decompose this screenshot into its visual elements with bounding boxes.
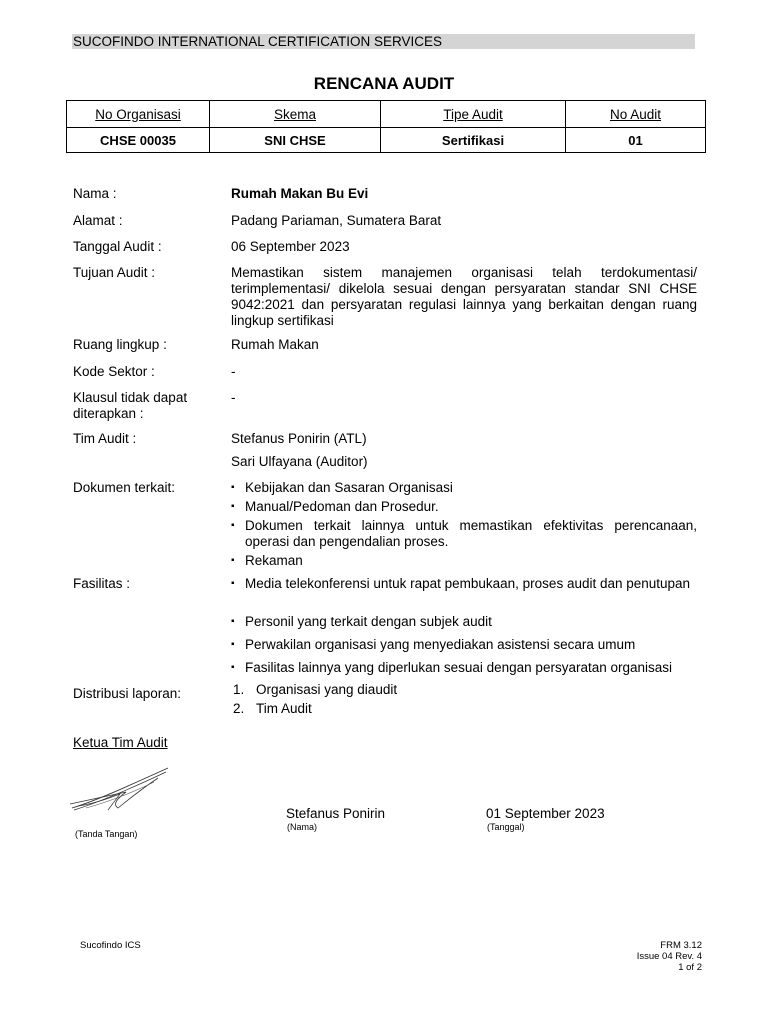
footer-company: Sucofindo ICS: [80, 940, 141, 951]
nama-value: Rumah Makan Bu Evi: [231, 186, 369, 201]
dokumen-label: Dokumen terkait:: [73, 480, 176, 495]
distribusi-label: Distribusi laporan:: [73, 686, 182, 701]
distribusi-item: Tim Audit: [256, 701, 312, 716]
tim-audit-label: Tim Audit :: [73, 431, 137, 446]
klausul-label: [73, 390, 187, 422]
fasilitas-item: Media telekonferensi untuk rapat pembukaan, proses audit dan penutupan: [245, 576, 691, 591]
signature-caption: (Tanda Tangan): [75, 829, 138, 839]
nama-label: Nama :: [73, 186, 117, 201]
signing-date: 01 September 2023: [486, 806, 605, 821]
dokumen-item: Dokumen terkait lainnya untuk memastikan efektivitas perencanaan, operasi dan pengendalian proses.: [245, 518, 697, 549]
value-skema: SNI CHSE: [210, 128, 381, 153]
list-number: 2.: [233, 701, 245, 716]
value-tipe-audit: Sertifikasi: [381, 128, 566, 153]
tujuan-value: Memastikan sistem manajemen organisasi telah terdokumentasi/ terimplementasi/ dikelola sesuai dengan persyaratan standar SNI CHSE 9042:2021 dan persyaratan regulasi lainnya yang berkaitan dengan ruang lingkup sertifikasi: [231, 265, 697, 328]
bullet-icon: ▪: [231, 616, 235, 627]
bullet-icon: ▪: [231, 578, 235, 589]
kode-sektor-label: Kode Sektor :: [73, 364, 155, 379]
tim-audit-member: Stefanus Ponirin (ATL): [231, 431, 367, 446]
fasilitas-item: Perwakilan organisasi yang menyediakan asistensi secara umum: [245, 637, 636, 652]
list-item: [231, 480, 697, 496]
bullet-icon: ▪: [231, 520, 235, 531]
alamat-label: Alamat :: [73, 213, 123, 228]
fasilitas-item: Personil yang terkait dengan subjek audit: [245, 614, 492, 629]
fasilitas-item: Fasilitas lainnya yang diperlukan sesuai dengan persyaratan organisasi: [245, 660, 673, 675]
kode-sektor-value: -: [231, 364, 236, 379]
ruang-lingkup-label: Ruang lingkup :: [73, 337, 167, 352]
tim-audit-member: Sari Ulfayana (Auditor): [231, 454, 368, 469]
list-item: [231, 518, 697, 550]
list-item: [231, 701, 312, 717]
alamat-value: Padang Pariaman, Sumatera Barat: [231, 213, 442, 228]
bullet-icon: ▪: [231, 555, 235, 566]
bullet-icon: ▪: [231, 639, 235, 650]
tanggal-value: 06 September 2023: [231, 239, 350, 254]
bullet-icon: ▪: [231, 482, 235, 493]
value-no-audit: 01: [566, 128, 706, 153]
list-item: [231, 614, 697, 630]
list-item: [231, 553, 697, 569]
footer-page-number: 1 of 2: [678, 962, 702, 973]
ketua-tim-heading: Ketua Tim Audit: [73, 735, 168, 750]
table-header-row: [67, 101, 706, 128]
fasilitas-label: Fasilitas :: [73, 576, 131, 591]
list-item: [231, 660, 697, 676]
header-no-organisasi: No Organisasi: [67, 101, 210, 128]
list-item: [231, 637, 697, 653]
dokumen-item: Kebijakan dan Sasaran Organisasi: [245, 480, 453, 495]
audit-info-table: [66, 100, 706, 153]
bullet-icon: ▪: [231, 662, 235, 673]
date-caption: (Tanggal): [487, 822, 525, 832]
list-number: 1.: [233, 682, 245, 697]
klausul-value: -: [231, 390, 236, 405]
list-item: [231, 682, 397, 698]
table-value-row: [67, 128, 706, 153]
footer-form-number: FRM 3.12: [660, 940, 702, 951]
name-caption: (Nama): [287, 822, 318, 832]
footer-issue: Issue 04 Rev. 4: [636, 951, 702, 962]
klausul-label-line-1: Klausul tidak dapat: [73, 390, 188, 405]
distribusi-item: Organisasi yang diaudit: [256, 682, 398, 697]
bullet-icon: ▪: [231, 501, 235, 512]
dokumen-item: Rekaman: [245, 553, 303, 568]
signature-image: [68, 764, 176, 816]
document-title: RENCANA AUDIT: [313, 74, 455, 93]
footer-meta: [637, 940, 702, 973]
ruang-lingkup-value: Rumah Makan: [231, 337, 319, 352]
list-item: [231, 499, 697, 515]
dokumen-item: Manual/Pedoman dan Prosedur.: [245, 499, 439, 514]
value-no-organisasi: CHSE 00035: [67, 128, 210, 153]
klausul-label-line-2: diterapkan :: [73, 406, 144, 421]
tujuan-label: Tujuan Audit :: [73, 265, 156, 280]
header-no-audit: No Audit: [566, 101, 706, 128]
header-skema: Skema: [210, 101, 381, 128]
list-item: [231, 576, 697, 592]
signer-name: Stefanus Ponirin: [286, 806, 386, 821]
header-tipe-audit: Tipe Audit: [381, 101, 566, 128]
tanggal-label: Tanggal Audit :: [73, 239, 162, 254]
company-header: SUCOFINDO INTERNATIONAL CERTIFICATION SERVICES: [72, 34, 695, 49]
